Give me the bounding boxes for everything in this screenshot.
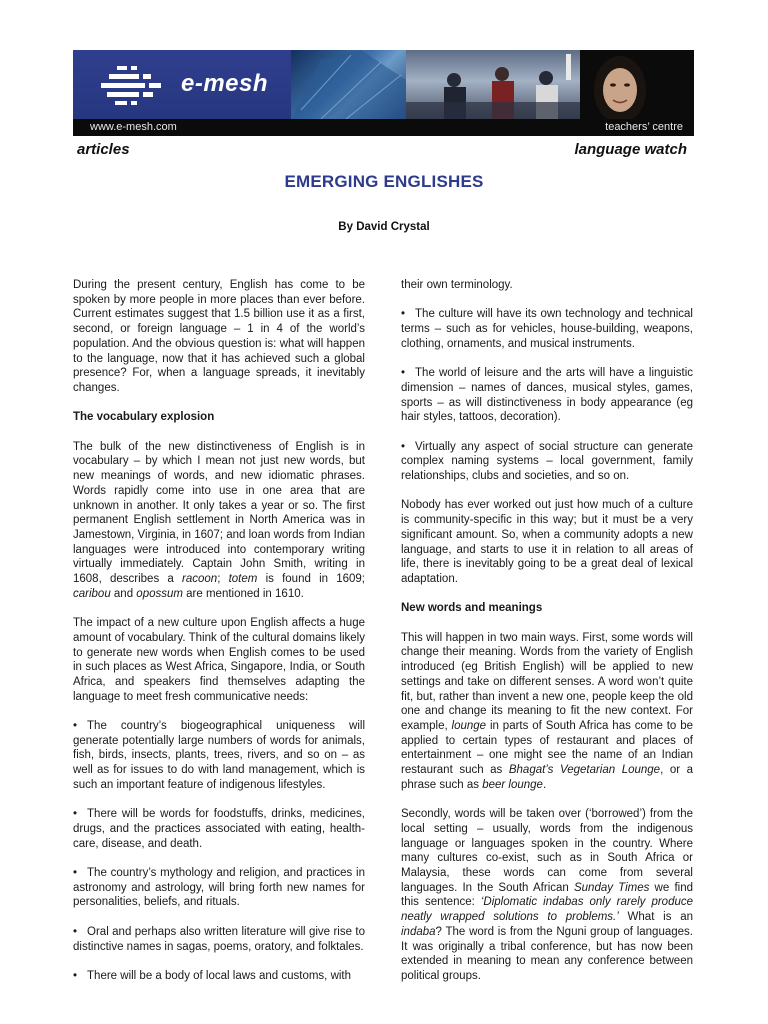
- article-title: EMERGING ENGLISHES: [284, 172, 484, 191]
- section-label-language-watch: language watch: [574, 141, 687, 158]
- bullet-item: • The country’s biogeographical uniqueness will generate potentially large numbers of words for animals, fish, birds, insects, plants, trees, rivers, and so on – as well as for issues to do with land management, which is such an important feature of indigenous lifestyles.: [73, 720, 365, 791]
- right-column: [401, 278, 693, 998]
- article-byline: By David Crystal: [338, 221, 430, 233]
- teachers-centre-link[interactable]: teachers’ centre: [605, 121, 683, 133]
- e-mesh-logo-icon: [99, 64, 181, 108]
- bullet-item: • Virtually any aspect of social structure can generate complex naming systems – local government, family relationships, clubs and societies, and so on.: [401, 440, 693, 483]
- subheading-vocabulary-explosion: The vocabulary explosion: [73, 411, 215, 424]
- building-photo: [291, 50, 406, 119]
- bullet-item: • The country’s mythology and religion, and practices in astronomy and astrology, will bring forth new names for personalities, beliefs, and rituals.: [73, 867, 365, 909]
- intro-paragraph: During the present century, English has come to be spoken by more people in more places than ever before. Current estimates suggest that 1.5 billion use it as a first, second, or foreign language – 1 in 4 of the world’s population. And the obvious question is: what will happen to the language, now that it has achieved such a global presence? For, when a language spreads, it inevitably changes.: [73, 279, 365, 394]
- culture-paragraph: Nobody has ever worked out just how much of a culture is community-specific in this way; but it must be a very significant amount. So, when a community adopts a new language, and starts to use it in relation to all areas of life, there is inevitably going to be a great deal of lexical adaptation.: [401, 499, 693, 585]
- classroom-photo: [406, 50, 580, 119]
- vocabulary-paragraph: The bulk of the new distinctiveness of English is in vocabulary – by which I mean not just new words, but new meanings of words, and new idiomatic phrases. Words rapidly come into use in one area that are unknown in another. It only takes a year or so. The first permanent English settlement in North America was in Jamestown, Virginia, in 1607; and loan words from Indian languages were introduced into contemporary writing virtually immediately. Captain John Smith, writing in 1608, describes a racoon; totem is found in 1609; caribou and opossum are mentioned in 1610.: [73, 440, 365, 600]
- left-column: [73, 278, 365, 998]
- bullet-item: • The culture will have its own technology and technical terms – such as for vehicles, house-building, weapons, clothing, ornaments, and musical instruments.: [401, 308, 693, 350]
- impact-paragraph: The impact of a new culture upon English affects a huge amount of vocabulary. Think of the cultural domains likely to generate new words when English comes to be used in such places as West Africa, Singapore, India, or South Africa, and speakers find themselves adapting the language to meet fresh communicative needs:: [73, 617, 365, 703]
- teacher-portrait-art: [580, 50, 694, 119]
- site-url-link[interactable]: www.e-mesh.com: [90, 121, 177, 133]
- bullet-item: • There will be words for foodstuffs, drinks, medicines, drugs, and the practices associated with eating, health-care, disease, and death.: [73, 808, 365, 850]
- site-banner: [73, 50, 694, 136]
- borrowing-paragraph: Secondly, words will be taken over (‘borrowed’) from the local setting – usually, words from the indigenous language or languages spoken in the country. Where many cultures co-exist, such as in South Africa or Malaysia, these words can come from several languages. In the South African Sunday Times we find this sentence: ‘Diplomatic indabas only rarely produce neatly wrapped solutions to problems.’ What is an indaba? The word is from the Nguni group of languages. It was originally a tribal conference, but has now been extended in meaning to mean any conference between political groups.: [401, 808, 694, 982]
- bullet-item: • Oral and perhaps also written literature will give rise to distinctive names in sagas, poems, oratory, and folktales.: [73, 925, 365, 953]
- teacher-portrait-photo: [580, 50, 694, 119]
- meaning-change-paragraph: This will happen in two main ways. First, some words will change their meaning. Words from the variety of English introduced (eg British English) will be applied to new settings and take on different senses. A word won’t quite fit, but, rather than invent a new one, people keep the old one and change its meaning to fit the new context. For example, lounge in parts of South Africa has come to be applied to certain types of restaurant and places of entertainment – one might see the name of an Indian restaurant such as Bhagat’s Vegetarian Lounge, or a phrase such as beer lounge.: [401, 631, 693, 791]
- continued-text: their own terminology.: [401, 279, 513, 291]
- bullet-item: • The world of leisure and the arts will have a linguistic dimension – names of dances, musical styles, games, sports – as will distinctiveness in body appearance (eg hair styles, tattoos, decoration).: [401, 367, 693, 424]
- section-label-articles: articles: [77, 141, 130, 158]
- logo-panel[interactable]: [73, 50, 291, 119]
- logo-text: e-mesh: [181, 70, 269, 97]
- subheading-new-words: New words and meanings: [401, 602, 543, 615]
- bullet-item: • There will be a body of local laws and customs, with: [73, 969, 352, 982]
- classroom-photo-art: [406, 50, 580, 119]
- building-photo-art: [291, 50, 406, 119]
